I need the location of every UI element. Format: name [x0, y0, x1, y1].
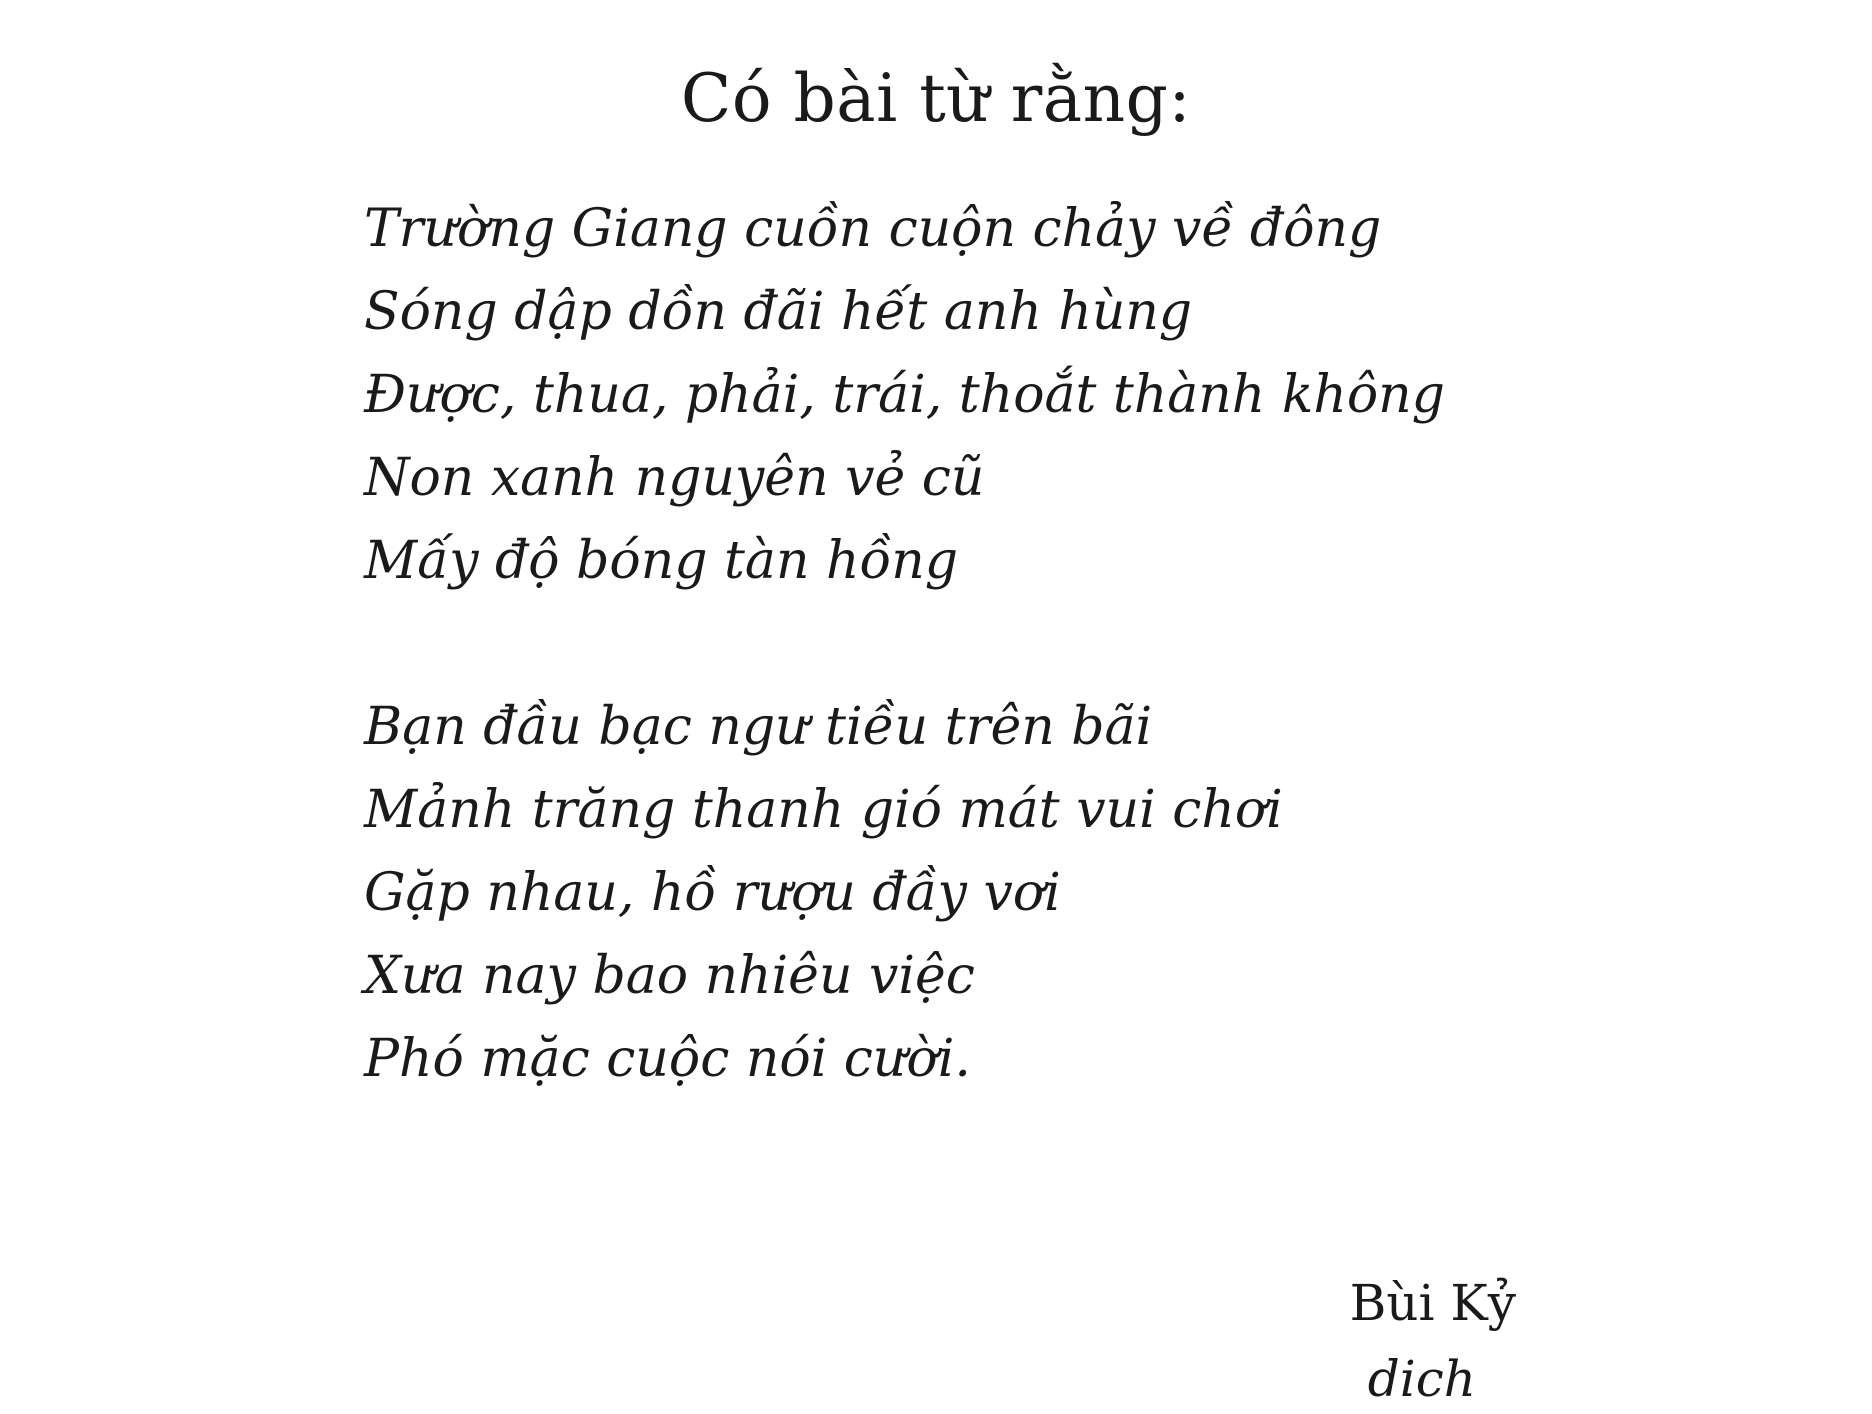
stanza-1 — [364, 188, 1664, 603]
poem — [364, 188, 1664, 1101]
poem-line: Xưa nay bao nhiêu việc — [364, 946, 975, 1006]
translator-role: dich — [1367, 1350, 1476, 1408]
poem-line: Sóng dập dồn đãi hết anh hùng — [364, 282, 1193, 342]
poem-line: Mấy độ bóng tàn hồng — [364, 531, 959, 591]
poem-line: Trường Giang cuồn cuộn chảy về đông — [364, 199, 1382, 259]
translator-name: Bùi Kỷ — [1349, 1274, 1516, 1332]
poem-line: Được, thua, phải, trái, thoắt thành không — [364, 365, 1445, 425]
poem-line: Bạn đầu bạc ngư tiều trên bãi — [364, 697, 1153, 757]
translator-signature — [1350, 1262, 1516, 1414]
page-title: Có bài từ rằng: — [680, 60, 1192, 138]
stanza-2 — [364, 686, 1664, 1101]
poem-line: Mảnh trăng thanh gió mát vui chơi — [364, 780, 1283, 840]
poem-line: Phó mặc cuộc nói cười. — [364, 1029, 971, 1089]
poem-line: Non xanh nguyên vẻ cũ — [364, 448, 985, 508]
poem-line: Gặp nhau, hồ rượu đầy vơi — [364, 863, 1061, 923]
